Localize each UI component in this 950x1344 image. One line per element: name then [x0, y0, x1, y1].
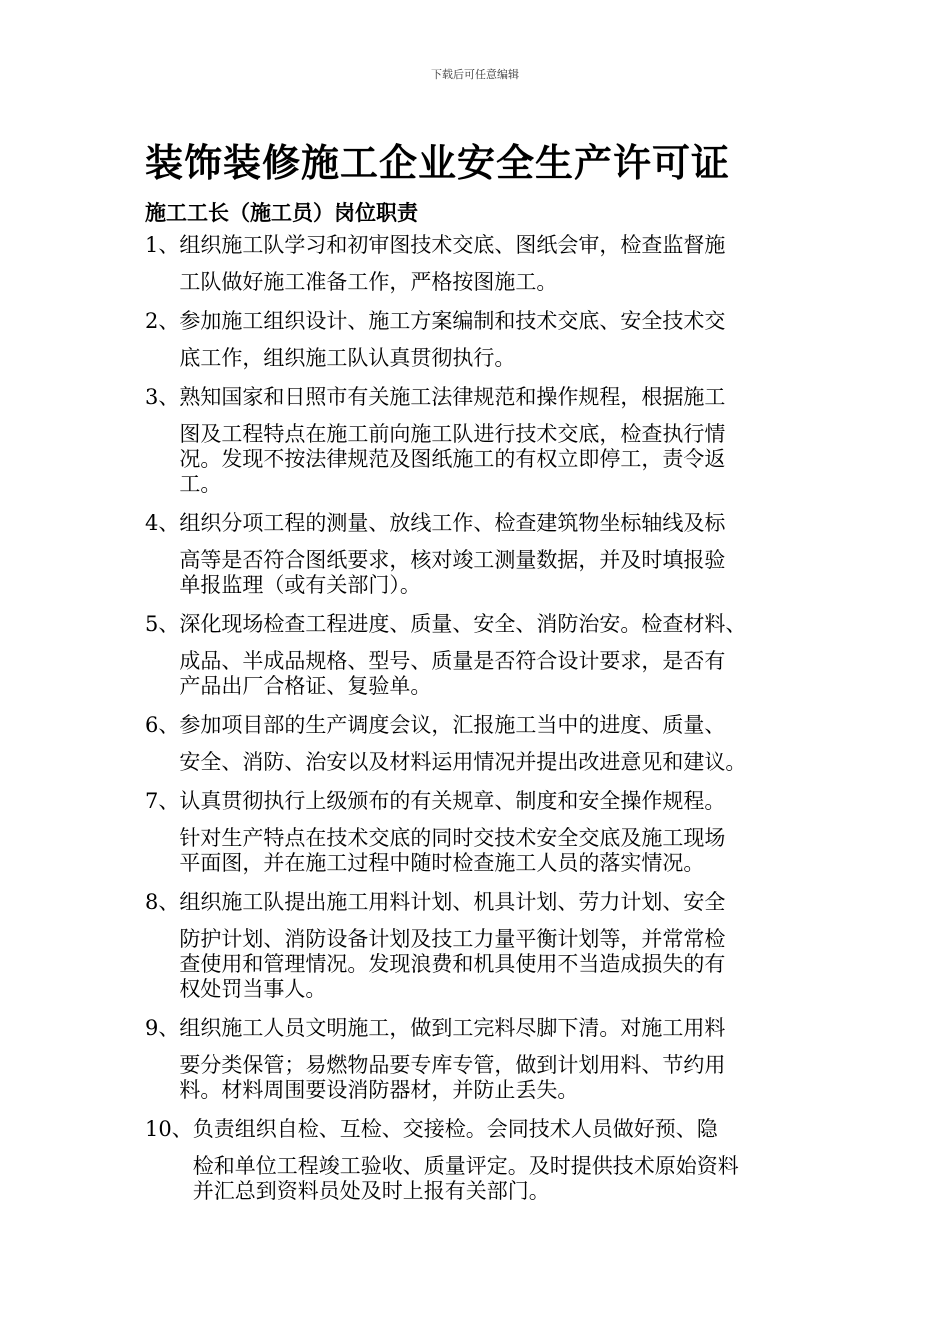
duty-line: 成品、半成品规格、型号、质量是否符合设计要求，是否有: [179, 649, 726, 673]
header-note: 下载后可任意编辑: [431, 68, 519, 81]
duty-line: 工队做好施工准备工作，严格按图施工。: [179, 270, 558, 294]
duty-line: 底工作，组织施工队认真贯彻执行。: [179, 346, 516, 370]
duty-line: 并汇总到资料员处及时上报有关部门。: [192, 1179, 550, 1203]
duty-line: 工。: [179, 472, 222, 496]
duty-continuation: [179, 649, 835, 699]
duty-text: [179, 612, 835, 699]
duty-list: [145, 233, 835, 1218]
duty-line: 防护计划、消防设备计划及技工力量平衡计划等，并常常检: [179, 927, 726, 951]
duty-item: [145, 385, 835, 497]
duty-line: 检和单位工程竣工验收、质量评定。及时提供技术原始资料: [192, 1154, 739, 1178]
duty-line: 认真贯彻执行上级颁布的有关规章、制度和安全操作规程。: [179, 789, 726, 813]
duty-item: [145, 1117, 835, 1204]
duty-line: 况。发现不按法律规范及图纸施工的有权立即停工，责令返: [179, 447, 726, 471]
duty-text: [179, 309, 835, 371]
duty-line: 产品出厂合格证、复验单。: [179, 674, 432, 698]
duty-continuation: [179, 927, 835, 1002]
duty-number: 7、: [145, 789, 180, 813]
duty-item: [145, 511, 835, 598]
duty-line: 负责组织自检、互检、交接检。会同技术人员做好预、隐: [192, 1117, 718, 1141]
duty-line: 熟知国家和日照市有关施工法律规范和操作规程，根据施工: [179, 385, 726, 409]
duty-line: 组织施工人员文明施工，做到工完料尽脚下清。对施工用料: [179, 1016, 726, 1040]
duty-number: 2、: [145, 309, 180, 333]
duty-line: 组织施工队学习和初审图技术交底、图纸会审，检查监督施: [179, 233, 726, 257]
duty-number: 1、: [145, 233, 180, 257]
duty-text: [179, 511, 835, 598]
duty-item: [145, 890, 835, 1002]
document-subtitle: 施工工长（施工员）岗位职责: [145, 200, 418, 225]
duty-line: 图及工程特点在施工前向施工队进行技术交底，检查执行情: [179, 422, 726, 446]
duty-number: 8、: [145, 890, 180, 914]
duty-line: 针对生产特点在技术交底的同时交技术安全交底及施工现场: [179, 826, 726, 850]
duty-text: [179, 890, 835, 1002]
duty-line: 组织分项工程的测量、放线工作、检查建筑物坐标轴线及标: [179, 511, 726, 535]
duty-item: [145, 233, 835, 295]
duty-continuation: [179, 422, 835, 497]
duty-text: [179, 1016, 835, 1103]
duty-item: [145, 713, 835, 775]
duty-line: 安全、消防、治安以及材料运用情况并提出改进意见和建议。: [179, 750, 747, 774]
duty-number: 3、: [145, 385, 180, 409]
duty-line: 参加施工组织设计、施工方案编制和技术交底、安全技术交: [179, 309, 726, 333]
duty-number: 6、: [145, 713, 180, 737]
duty-item: [145, 1016, 835, 1103]
duty-text: [179, 789, 835, 876]
duty-continuation: [179, 826, 835, 876]
duty-item: [145, 309, 835, 371]
duty-text: [179, 713, 835, 775]
duty-continuation: [179, 1053, 835, 1103]
duty-line: 平面图，并在施工过程中随时检查施工人员的落实情况。: [179, 851, 705, 875]
duty-line: 权处罚当事人。: [179, 977, 327, 1001]
duty-line: 料。材料周围要设消防器材，并防止丢失。: [179, 1078, 579, 1102]
duty-number: 5、: [145, 612, 180, 636]
duty-line: 要分类保管；易燃物品要专库专管，做到计划用料、节约用: [179, 1053, 726, 1077]
duty-number: 10、: [145, 1117, 193, 1141]
duty-number: 4、: [145, 511, 180, 535]
duty-number: 9、: [145, 1016, 180, 1040]
duty-line: 查使用和管理情况。发现浪费和机具使用不当造成损失的有: [179, 952, 726, 976]
duty-continuation: [179, 270, 835, 295]
duty-continuation: [179, 548, 835, 598]
duty-line: 参加项目部的生产调度会议，汇报施工当中的进度、质量、: [179, 713, 726, 737]
duty-continuation: [193, 1154, 835, 1204]
duty-text: [179, 233, 835, 295]
document-title: 装饰装修施工企业安全生产许可证: [145, 140, 731, 185]
duty-line: 高等是否符合图纸要求，核对竣工测量数据，并及时填报验: [179, 548, 726, 572]
duty-continuation: [179, 346, 835, 371]
duty-line: 单报监理（或有关部门）。: [179, 573, 421, 597]
duty-line: 深化现场检查工程进度、质量、安全、消防治安。检查材料、: [179, 612, 747, 636]
duty-text: [179, 385, 835, 497]
duty-item: [145, 789, 835, 876]
duty-continuation: [179, 750, 835, 775]
duty-text: [193, 1117, 835, 1204]
duty-line: 组织施工队提出施工用料计划、机具计划、劳力计划、安全: [179, 890, 726, 914]
duty-item: [145, 612, 835, 699]
